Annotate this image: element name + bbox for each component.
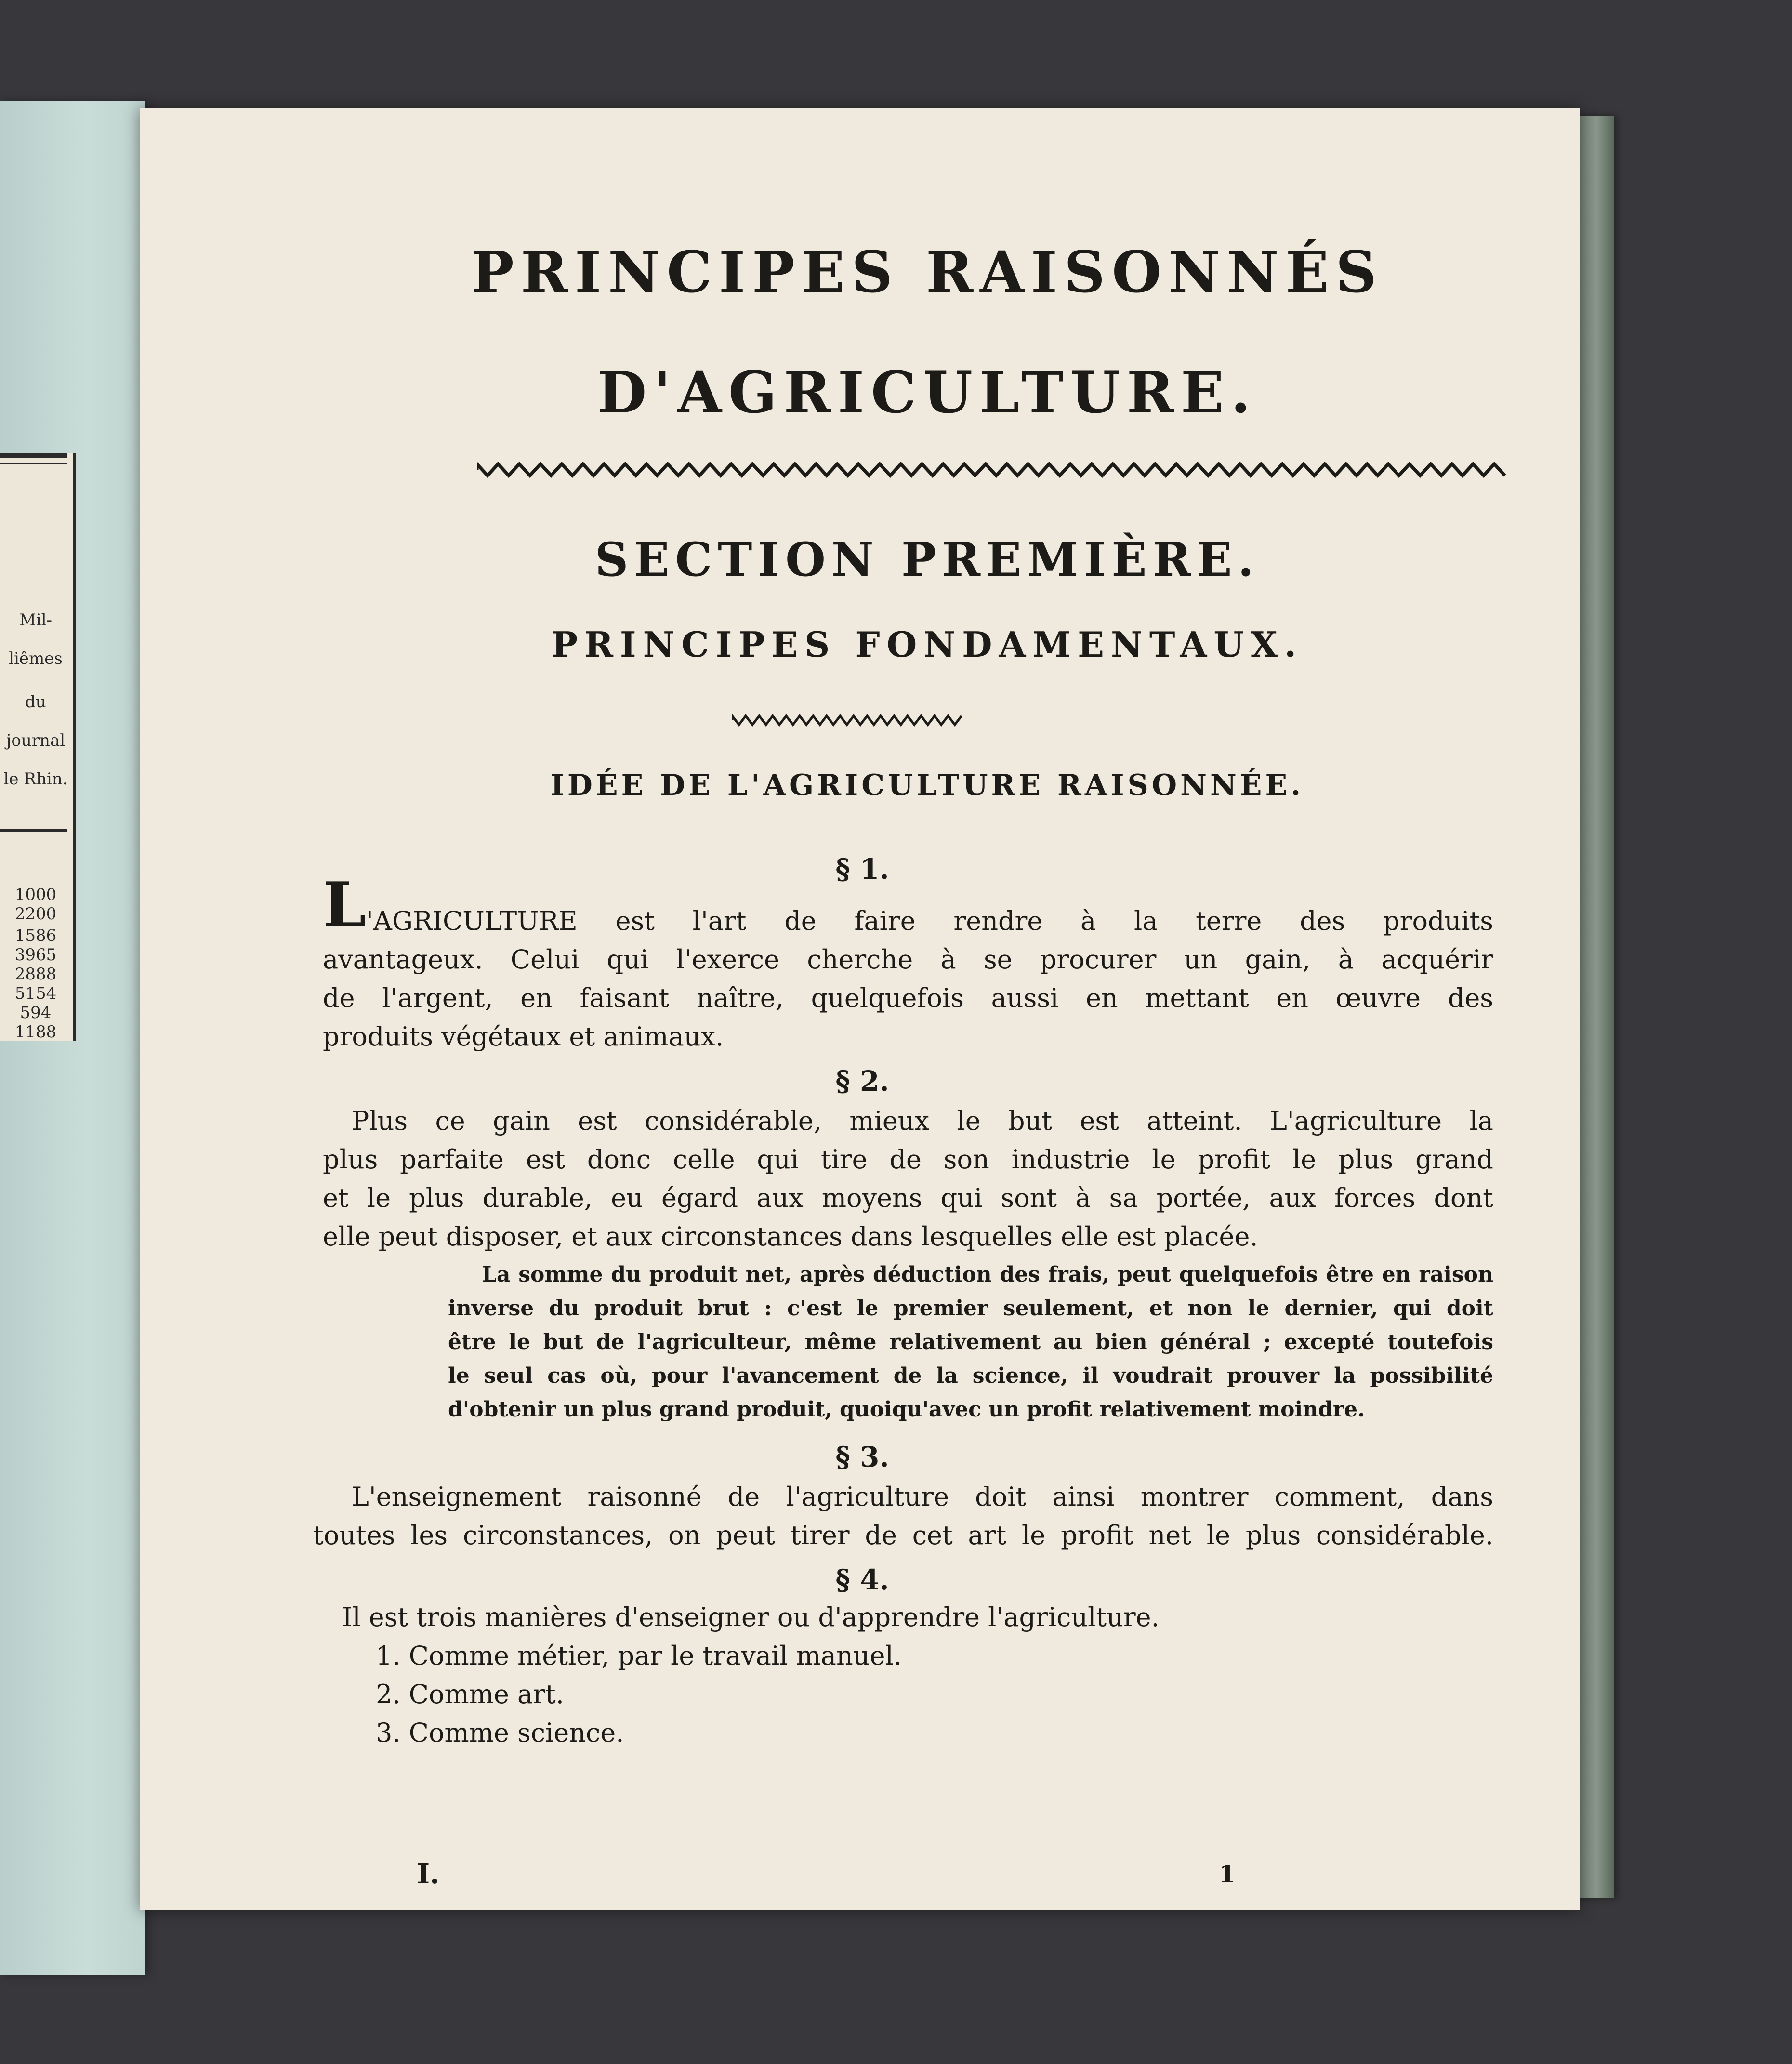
body-line: avantageux. Celui qui l'exerce cherche à se procurer un gain, à acquérir bbox=[323, 944, 1493, 975]
body-line: L'enseignement raisonné de l'agriculture doit ainsi montrer comment, dans bbox=[352, 1482, 1493, 1512]
body-line: et le plus durable, eu égard aux moyens qui sont à sa portée, aux forces dont bbox=[323, 1183, 1493, 1213]
paragraph-mark-4: § 4. bbox=[835, 1563, 889, 1596]
fragment-word: Mil- bbox=[19, 610, 53, 630]
fragment-number: 1586 bbox=[14, 926, 57, 945]
fragment-rule bbox=[0, 829, 67, 832]
drop-cap: L bbox=[323, 869, 366, 941]
paragraph-mark-3: § 3. bbox=[835, 1441, 889, 1473]
note-line: le seul cas où, pour l'avancement de la science, il voudrait prouver la possibilité bbox=[448, 1363, 1493, 1388]
note-line: La somme du produit net, après déduction des frais, peut quelquefois être en raison bbox=[482, 1262, 1493, 1287]
page-title-line-2: D'AGRICULTURE. bbox=[597, 359, 1257, 426]
body-line: toutes les circonstances, on peut tirer de cet art le profit net le plus considérable. bbox=[313, 1520, 1493, 1550]
fragment-number: 1188 bbox=[14, 1022, 57, 1042]
wavy-rule bbox=[477, 460, 1513, 479]
left-table-fragment bbox=[0, 453, 76, 1041]
list-item: 2. Comme art. bbox=[376, 1679, 564, 1709]
fragment-number: 2200 bbox=[14, 904, 57, 924]
paragraph-mark-2: § 2. bbox=[835, 1065, 889, 1098]
signature-mark: I. bbox=[417, 1857, 440, 1890]
fragment-word: le Rhin. bbox=[3, 769, 68, 789]
section-title: SECTION PREMIÈRE. bbox=[595, 532, 1260, 587]
fragment-rule bbox=[0, 453, 67, 458]
body-line: de l'argent, en faisant naître, quelquefois aussi en mettant en œuvre des bbox=[323, 983, 1493, 1013]
body-line: 'AGRICULTURE est l'art de faire rendre à la terre des produits bbox=[366, 906, 1493, 936]
note-line: être le but de l'agriculteur, même relativement au bien général ; excepté toutefois bbox=[448, 1330, 1493, 1354]
list-item: 1. Comme métier, par le travail manuel. bbox=[376, 1641, 902, 1671]
fragment-number: 5154 bbox=[14, 984, 57, 1003]
body-line: produits végétaux et animaux. bbox=[323, 1021, 724, 1052]
note-line: inverse du produit brut : c'est le premier seulement, et non le dernier, qui doit bbox=[448, 1296, 1493, 1321]
fragment-number: 594 bbox=[20, 1003, 52, 1022]
page-number: 1 bbox=[1219, 1860, 1236, 1888]
fragment-word: liêmes bbox=[9, 649, 63, 668]
fragment-number: 3965 bbox=[14, 945, 57, 965]
section-subtitle: PRINCIPES FONDAMENTAUX. bbox=[551, 624, 1304, 665]
list-item: 3. Comme science. bbox=[376, 1718, 624, 1748]
short-wavy-rule bbox=[732, 713, 963, 728]
body-line: Il est trois manières d'enseigner ou d'apprendre l'agriculture. bbox=[342, 1602, 1160, 1632]
fragment-word: du bbox=[25, 692, 46, 712]
body-line: plus parfaite est donc celle qui tire de son industrie le profit le plus grand bbox=[323, 1144, 1493, 1175]
page-title-line-1: PRINCIPES RAISONNÉS bbox=[471, 238, 1384, 305]
subsection-heading: IDÉE DE L'AGRICULTURE RAISONNÉE. bbox=[550, 768, 1304, 802]
body-line: elle peut disposer, et aux circonstances dans lesquelles elle est placée. bbox=[323, 1221, 1258, 1252]
fragment-number: 1000 bbox=[14, 885, 57, 904]
book-page bbox=[140, 108, 1580, 1910]
note-line: d'obtenir un plus grand produit, quoiqu'avec un profit relativement moindre. bbox=[448, 1397, 1365, 1422]
fragment-number: 2888 bbox=[14, 965, 57, 984]
fragment-rule bbox=[0, 463, 67, 464]
fragment-word: journal bbox=[6, 731, 66, 750]
body-line: Plus ce gain est considérable, mieux le but est atteint. L'agriculture la bbox=[352, 1106, 1493, 1136]
paragraph-mark-1: § 1. bbox=[835, 853, 889, 886]
